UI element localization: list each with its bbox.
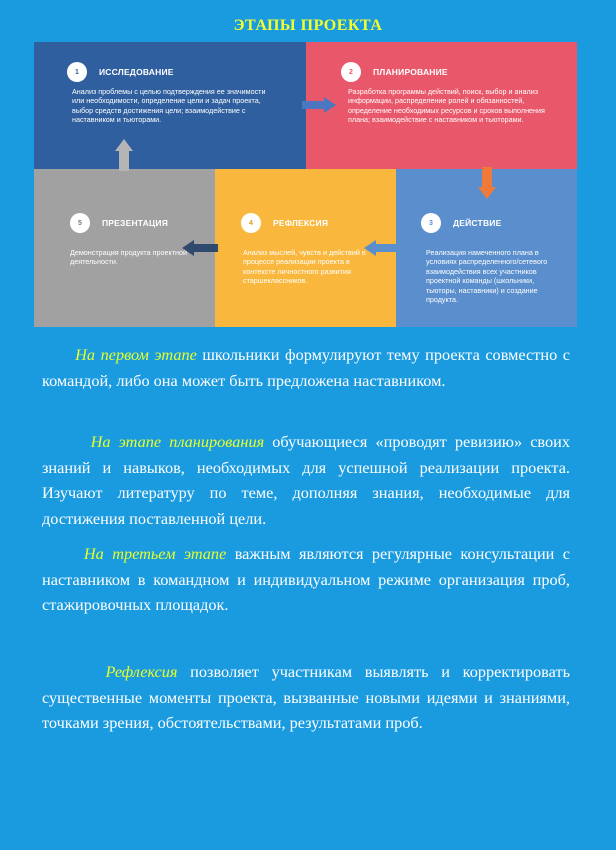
stage-title: ИССЛЕДОВАНИЕ bbox=[99, 67, 174, 77]
stage-description: Разработка программы действий, поиск, выбор и анализ информации, распределение ролей и обязанностей, определение необходимых ресурсов и сроков выполнения плана; взаимодействие с наставником и тьюторами. bbox=[348, 87, 545, 125]
paragraph-text: позволяет участникам выявлять и корректировать существенные моменты проекта, вызванные новыми идеями и знаниями, точками зрения, обстоятельствами, результатами проб. bbox=[42, 662, 570, 732]
paragraph-first-stage bbox=[42, 342, 570, 393]
project-stages-diagram bbox=[34, 42, 577, 327]
arrow-left-icon bbox=[364, 240, 400, 256]
stage-description: Демонстрация продукта проектной деятельности. bbox=[70, 248, 188, 267]
stage-number: 3 bbox=[421, 213, 441, 233]
stage-number: 4 bbox=[241, 213, 261, 233]
paragraph-text: школьники формулируют тему проекта совместно с командой, либо она может быть предложена наставником. bbox=[42, 345, 570, 390]
stage-number: 2 bbox=[341, 62, 361, 82]
stage-research bbox=[34, 42, 306, 169]
stage-number: 1 bbox=[67, 62, 87, 82]
paragraph-planning-stage bbox=[42, 429, 570, 531]
stage-number: 5 bbox=[70, 213, 90, 233]
paragraph-text: обучающиеся «проводят ревизию» своих знаний и навыков, необходимых для успешной реализации проекта. Изучают литературу по теме, дополняя знания, необходимые для достижения поставленной цели. bbox=[42, 432, 571, 528]
stage-planning bbox=[306, 42, 577, 169]
stage-description: Реализация намеченного плана в условиях распределенного/сетевого взаимодействия всех участников проектной команды (школьники, тьюторы, наставники) и создание продукта. bbox=[426, 248, 548, 305]
stage-title: РЕФЛЕКСИЯ bbox=[273, 218, 329, 228]
arrow-up-icon bbox=[115, 139, 133, 171]
paragraph-reflection bbox=[42, 659, 570, 736]
paragraph-text: важным являются регулярные консультации с наставником в командном и индивидуальном режиме организация проб, стажировочных площадок. bbox=[42, 544, 570, 614]
paragraph-lead: На первом этапе bbox=[75, 345, 197, 364]
stage-title: ПЛАНИРОВАНИЕ bbox=[373, 67, 448, 77]
paragraph-lead: На третьем этапе bbox=[83, 544, 227, 563]
stage-title: ПРЕЗЕНТАЦИЯ bbox=[102, 218, 169, 228]
stage-title: ДЕЙСТВИЕ bbox=[453, 218, 502, 228]
page-title: ЭТАПЫ ПРОЕКТА bbox=[233, 17, 383, 34]
arrow-left-icon bbox=[182, 240, 218, 256]
stage-description: Анализ проблемы с целью подтверждения ее значимости или необходимости, определение цели и задач проекта, выбор средств достижения цели; взаимодействие с наставником и тьюторами. bbox=[72, 87, 266, 125]
paragraph-third-stage bbox=[42, 541, 570, 618]
arrow-right-icon bbox=[302, 97, 336, 113]
paragraph-lead: На этапе планирования bbox=[90, 432, 265, 451]
stage-description: Анализ мыслей, чувств и действий в процессе реализации проекта в контексте личностного развития старшеклассников. bbox=[243, 248, 366, 286]
paragraph-lead: Рефлексия bbox=[105, 662, 178, 681]
arrow-down-icon bbox=[478, 167, 496, 199]
